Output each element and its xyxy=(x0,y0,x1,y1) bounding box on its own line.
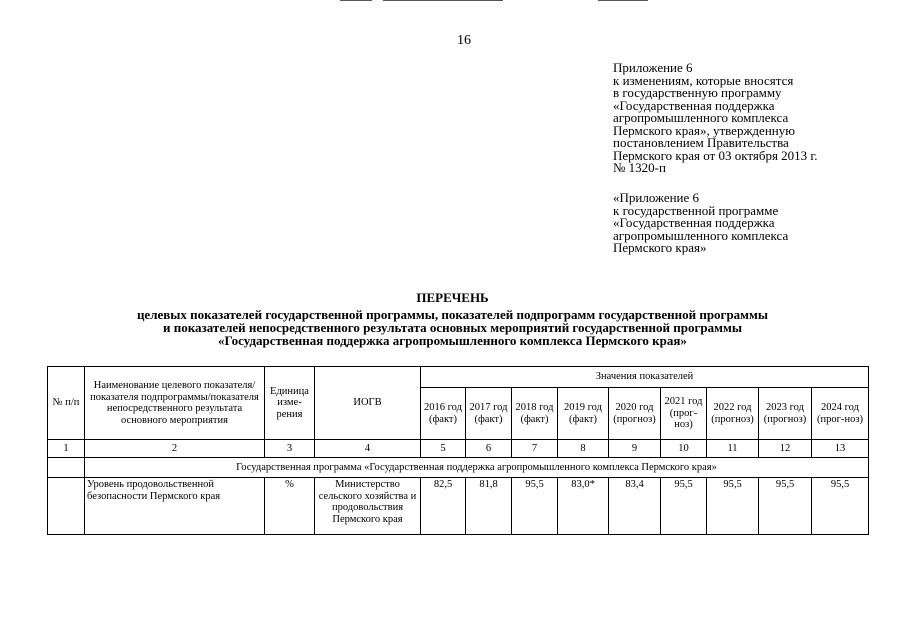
header-year: 2022 год (прогноз) xyxy=(707,388,759,440)
header-year: 2019 год (факт) xyxy=(558,388,609,440)
appendix-line: к государственной программе xyxy=(613,202,779,218)
top-edge-line xyxy=(598,0,648,1)
header-num: № п/п xyxy=(48,367,85,440)
header-year: 2017 год (факт) xyxy=(466,388,512,440)
appendix-amendment-block xyxy=(613,62,818,175)
document-subtitle xyxy=(0,308,905,347)
row-value: 95,5 xyxy=(707,478,759,535)
row-name: Уровень продовольственной безопасности Пермского края xyxy=(85,478,265,535)
table-row xyxy=(48,478,869,535)
column-number: 12 xyxy=(759,440,812,458)
column-number: 1 xyxy=(48,440,85,458)
appendix-line: «Приложение 6 xyxy=(613,190,700,205)
column-number: 2 xyxy=(85,440,265,458)
appendix-line: Пермского края», утвержденную xyxy=(613,122,795,138)
header-year: 2018 год (факт) xyxy=(512,388,558,440)
column-number: 3 xyxy=(265,440,315,458)
section-num-cell xyxy=(48,458,85,478)
appendix-line: Пермского края» xyxy=(613,240,707,255)
column-number: 4 xyxy=(315,440,421,458)
row-value: 95,5 xyxy=(759,478,812,535)
header-year: 2023 год (прогноз) xyxy=(759,388,812,440)
row-value: 95,5 xyxy=(812,478,869,535)
appendix-line: к изменениям, которые вносятся xyxy=(613,72,794,88)
indicators-table xyxy=(47,366,869,535)
column-number: 7 xyxy=(512,440,558,458)
column-number: 6 xyxy=(466,440,512,458)
header-year: 2016 год (факт) xyxy=(421,388,466,440)
appendix-line: Приложение 6 xyxy=(613,60,693,75)
document-title: ПЕРЕЧЕНЬ xyxy=(416,290,489,305)
section-title: Государственная программа «Государственная поддержка агропромышленного комплекса Пермского края» xyxy=(85,458,869,478)
page-number: 16 xyxy=(457,33,471,48)
subtitle-line: «Государственная поддержка агропромышленного комплекса Пермского края» xyxy=(218,333,687,348)
header-year: 2020 год (прогноз) xyxy=(609,388,661,440)
row-value: 81,8 xyxy=(466,478,512,535)
section-row xyxy=(48,458,869,478)
column-number: 8 xyxy=(558,440,609,458)
row-num xyxy=(48,478,85,535)
appendix-line: Пермского края от 03 октября 2013 г. xyxy=(613,147,818,163)
appendix-line: в государственную программу xyxy=(613,85,782,100)
appendix-line: № 1320-п xyxy=(613,160,666,175)
table-header-row xyxy=(48,367,869,388)
row-value: 82,5 xyxy=(421,478,466,535)
appendix-program-block xyxy=(613,192,788,255)
appendix-line: агропромышленного комплекса xyxy=(613,227,789,243)
header-unit: Единица изме-рения xyxy=(265,367,315,440)
header-year: 2021 год (прог-ноз) xyxy=(661,388,707,440)
top-edge-line xyxy=(340,0,372,1)
appendix-line: «Государственная поддержка xyxy=(613,215,775,230)
header-name: Наименование целевого показателя/показателя подпрограммы/показателя непосредственного результата основного мероприятия xyxy=(85,367,265,440)
header-iogv: ИОГВ xyxy=(315,367,421,440)
column-number: 9 xyxy=(609,440,661,458)
row-unit: % xyxy=(265,478,315,535)
appendix-line: постановлением Правительства xyxy=(613,135,789,150)
subtitle-line: и показателей непосредственного результата основных мероприятий государственной программы xyxy=(163,320,742,335)
column-number: 11 xyxy=(707,440,759,458)
column-number: 13 xyxy=(812,440,869,458)
row-value: 95,5 xyxy=(661,478,707,535)
top-edge-line xyxy=(383,0,503,1)
row-value: 83,4 xyxy=(609,478,661,535)
row-value: 83,0* xyxy=(558,478,609,535)
column-number: 10 xyxy=(661,440,707,458)
appendix-line: «Государственная поддержка xyxy=(613,97,775,113)
header-values-group: Значения показателей xyxy=(421,367,869,388)
column-number: 5 xyxy=(421,440,466,458)
header-year: 2024 год (прог-ноз) xyxy=(812,388,869,440)
appendix-line: агропромышленного комплекса xyxy=(613,110,789,125)
column-number-row xyxy=(48,440,869,458)
subtitle-line: целевых показателей государственной программы, показателей подпрограмм государственной программы xyxy=(136,307,769,322)
row-iogv: Министерство сельского хозяйства и продовольствия Пермского края xyxy=(315,478,421,535)
row-value: 95,5 xyxy=(512,478,558,535)
